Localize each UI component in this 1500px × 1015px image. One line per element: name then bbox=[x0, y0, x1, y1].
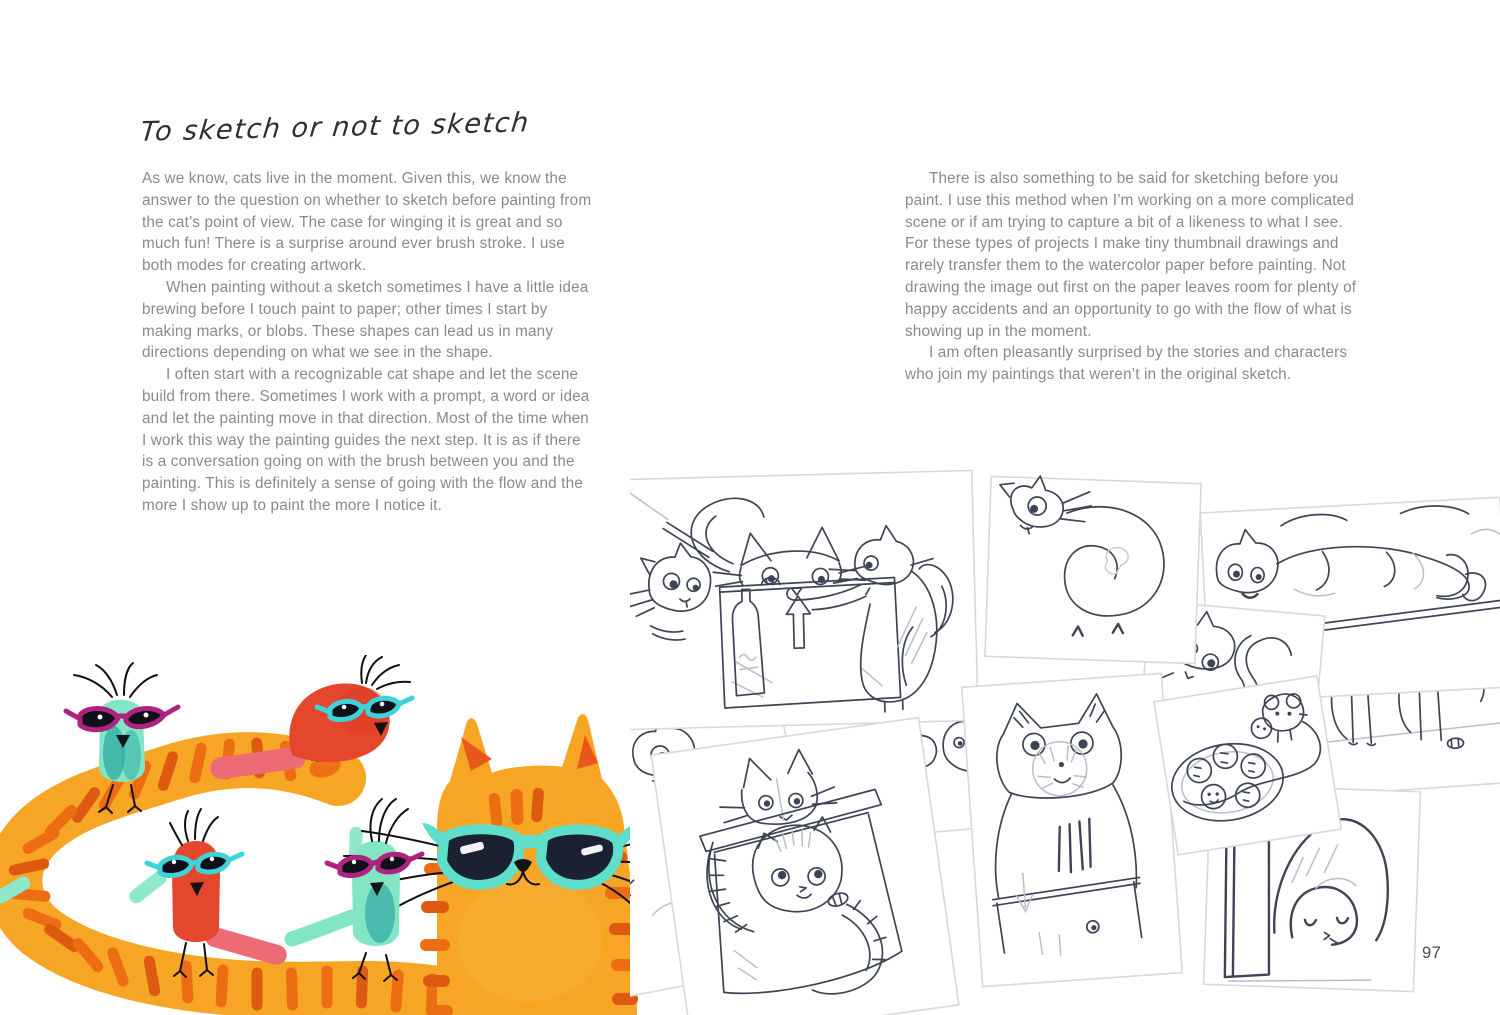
bird-mint-standing bbox=[292, 799, 422, 981]
sketch-card-mouse-and-plate bbox=[1154, 676, 1341, 855]
sketch-card-cat-in-box bbox=[651, 718, 959, 1015]
page-number: 97 bbox=[1422, 944, 1442, 962]
paragraph: I often start with a recognizable cat shape and let the scene build from there. Sometimes I work with a prompt, a word or idea and let the painting move in that direction. Most of the time when I work this way the painting guides the next step. It is as if there is a conversation going on with the brush between you and the painting. This is definitely a sense of going with the flow and the more I show up to paint the more I notice it. bbox=[142, 366, 590, 514]
paragraph: When painting without a sketch sometimes I have a little idea brewing before I touch paint to paper; other times I start by making marks, or blobs. These shapes can lead us in many directions depending on what we see in the shape. bbox=[142, 278, 589, 362]
cat-tail bbox=[14, 743, 480, 1015]
page-title: To sketch or not to sketch bbox=[138, 107, 532, 148]
paragraph: I am often pleasantly surprised by the stories and characters who join my paintings that weren’t in the original sketch. bbox=[905, 344, 1348, 384]
pencil-sketch-collage bbox=[630, 455, 1500, 1015]
sketch-card-sitting-cat bbox=[962, 673, 1182, 986]
watercolor-cat-and-birds-illustration bbox=[0, 655, 680, 1015]
sketch-card-curled-cat bbox=[985, 474, 1201, 663]
right-text-column bbox=[905, 168, 1363, 386]
paragraph: As we know, cats live in the moment. Given this, we know the answer to the question on whether to sketch before painting from the cat’s point of view. The case for winging it is great and so much fun! There is a surprise around ever brush stroke. I use both modes for creating artwork. bbox=[142, 170, 592, 275]
paragraph: There is also something to be said for sketching before you paint. I use this method when I’m working on a more complicated scene or if am trying to capture a bit of a likeness to what I see. For these types of projects I make tiny thumbnail drawings and rarely transfer them to the watercolor paper before painting. Not drawing the image out first on the paper leaves room for plenty of happy accidents and an opportunity to go with the flow of what is showing up in the moment. bbox=[905, 170, 1357, 340]
forehead-stripes bbox=[488, 788, 544, 828]
left-text-column bbox=[142, 168, 594, 517]
sketch-card-cats-and-box bbox=[630, 470, 978, 729]
